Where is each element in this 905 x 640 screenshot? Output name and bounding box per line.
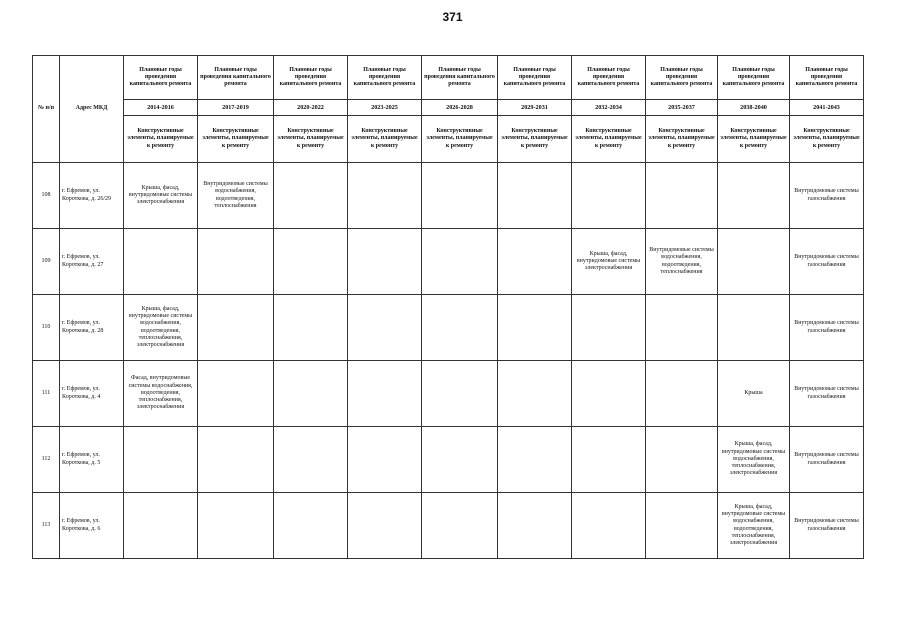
repair-elements-cell: Внутридомовые системы газоснабжения <box>790 229 864 295</box>
period-title: Плановые годы проведения капитального ремонта <box>124 56 198 100</box>
period-years: 2035-2037 <box>646 100 718 116</box>
repair-elements-cell <box>348 427 422 493</box>
row-number: 111 <box>33 361 60 427</box>
table-row <box>33 295 864 361</box>
row-address: г. Ефремов, ул. Короткова, д. 27 <box>60 229 124 295</box>
repair-elements-cell <box>422 163 498 229</box>
repair-elements-cell <box>198 361 274 427</box>
repair-elements-cell <box>124 229 198 295</box>
repair-elements-cell <box>572 427 646 493</box>
period-title: Плановые годы проведения капитального ремонта <box>274 56 348 100</box>
repair-elements-cell <box>348 229 422 295</box>
repair-elements-cell <box>422 295 498 361</box>
table-row <box>33 493 864 559</box>
period-title: Плановые годы проведения капитального ремонта <box>790 56 864 100</box>
period-years: 2029-2031 <box>498 100 572 116</box>
repair-elements-cell <box>274 163 348 229</box>
repair-elements-cell <box>274 295 348 361</box>
repair-elements-cell: Внутридомовые системы водоснабжения, водоотведения, теплоснабжения <box>646 229 718 295</box>
repair-elements-cell <box>274 361 348 427</box>
repair-elements-cell <box>572 493 646 559</box>
address-column-header: Адрес МКД <box>60 56 124 163</box>
repair-elements-cell: Крыша, фасад, внутридомовые системы водоснабжения, теплоснабжения, электроснабжения <box>718 427 790 493</box>
repair-elements-cell <box>498 229 572 295</box>
period-years: 2041-2043 <box>790 100 864 116</box>
repair-elements-cell <box>348 493 422 559</box>
page-number: 371 <box>442 10 463 24</box>
repair-elements-cell <box>498 493 572 559</box>
header-row-elements <box>33 116 864 163</box>
period-years: 2026-2028 <box>422 100 498 116</box>
repair-elements-cell <box>422 493 498 559</box>
header-row-titles <box>33 56 864 100</box>
period-title: Плановые годы проведения капитального ремонта <box>498 56 572 100</box>
repair-elements-cell <box>718 229 790 295</box>
row-address: г. Ефремов, ул. Короткова, д. 26/29 <box>60 163 124 229</box>
repair-elements-cell: Фасад, внутридомовые системы водоснабжения, водоотведения, теплоснабжения, электроснабжения <box>124 361 198 427</box>
capital-repair-plan-table <box>32 55 864 559</box>
repair-elements-cell: Внутридомовые системы газоснабжения <box>790 493 864 559</box>
row-number: 110 <box>33 295 60 361</box>
repair-elements-cell <box>498 295 572 361</box>
row-number: 113 <box>33 493 60 559</box>
period-title: Плановые годы проведения капитального ремонта <box>646 56 718 100</box>
repair-elements-cell <box>498 163 572 229</box>
repair-elements-cell <box>124 493 198 559</box>
repair-elements-cell: Внутридомовые системы газоснабжения <box>790 295 864 361</box>
repair-elements-cell <box>274 493 348 559</box>
elements-label: Конструктивные элементы, планируемые к ремонту <box>198 116 274 163</box>
row-number: 109 <box>33 229 60 295</box>
repair-elements-cell <box>198 295 274 361</box>
table-row <box>33 427 864 493</box>
period-title: Плановые годы проведения капитального ремонта <box>198 56 274 100</box>
repair-elements-cell <box>348 361 422 427</box>
repair-elements-cell: Внутридомовые системы газоснабжения <box>790 361 864 427</box>
repair-elements-cell <box>572 295 646 361</box>
repair-elements-cell: Крыша, фасад, внутридомовые системы электроснабжения <box>124 163 198 229</box>
elements-label: Конструктивные элементы, планируемые к ремонту <box>718 116 790 163</box>
repair-elements-cell: Внутридомовые системы газоснабжения <box>790 163 864 229</box>
repair-elements-cell <box>498 361 572 427</box>
period-years: 2020-2022 <box>274 100 348 116</box>
elements-label: Конструктивные элементы, планируемые к ремонту <box>274 116 348 163</box>
period-title: Плановые годы проведения капитального ремонта <box>348 56 422 100</box>
repair-elements-cell <box>348 163 422 229</box>
repair-elements-cell <box>124 427 198 493</box>
repair-elements-cell <box>646 295 718 361</box>
row-number: 112 <box>33 427 60 493</box>
period-years: 2038-2040 <box>718 100 790 116</box>
repair-elements-cell: Крыша, фасад, внутридомовые системы электроснабжения <box>572 229 646 295</box>
period-years: 2023-2025 <box>348 100 422 116</box>
period-years: 2014-2016 <box>124 100 198 116</box>
repair-elements-cell <box>718 163 790 229</box>
repair-elements-cell <box>646 493 718 559</box>
period-years: 2017-2019 <box>198 100 274 116</box>
repair-elements-cell <box>348 295 422 361</box>
elements-label: Конструктивные элементы, планируемые к ремонту <box>790 116 864 163</box>
row-number: 108 <box>33 163 60 229</box>
repair-elements-cell <box>198 493 274 559</box>
elements-label: Конструктивные элементы, планируемые к ремонту <box>124 116 198 163</box>
repair-elements-cell <box>646 163 718 229</box>
elements-label: Конструктивные элементы, планируемые к ремонту <box>348 116 422 163</box>
table-row <box>33 229 864 295</box>
table-row <box>33 361 864 427</box>
repair-elements-cell <box>422 427 498 493</box>
table-row <box>33 163 864 229</box>
repair-elements-cell: Внутридомовые системы водоснабжения, водоотведения, теплоснабжения <box>198 163 274 229</box>
repair-elements-cell <box>572 361 646 427</box>
row-address: г. Ефремов, ул. Короткова, д. 28 <box>60 295 124 361</box>
elements-label: Конструктивные элементы, планируемые к ремонту <box>422 116 498 163</box>
repair-elements-cell <box>198 229 274 295</box>
repair-elements-cell <box>274 229 348 295</box>
period-years: 2032-2034 <box>572 100 646 116</box>
table-body <box>33 163 864 559</box>
repair-elements-cell <box>274 427 348 493</box>
period-title: Плановые годы проведения капитального ремонта <box>422 56 498 100</box>
repair-elements-cell: Крыша <box>718 361 790 427</box>
period-title: Плановые годы проведения капитального ремонта <box>572 56 646 100</box>
row-address: г. Ефремов, ул. Короткова, д. 5 <box>60 427 124 493</box>
repair-elements-cell <box>422 229 498 295</box>
repair-elements-cell: Крыша, фасад, внутридомовые системы водоснабжения, водоотведения, теплоснабжения, электроснабжения <box>124 295 198 361</box>
period-title: Плановые годы проведения капитального ремонта <box>718 56 790 100</box>
num-column-header: № п/п <box>33 56 60 163</box>
elements-label: Конструктивные элементы, планируемые к ремонту <box>572 116 646 163</box>
repair-elements-cell <box>422 361 498 427</box>
elements-label: Конструктивные элементы, планируемые к ремонту <box>646 116 718 163</box>
row-address: г. Ефремов, ул. Короткова, д. 4 <box>60 361 124 427</box>
repair-elements-cell <box>718 295 790 361</box>
repair-elements-cell <box>646 427 718 493</box>
repair-elements-cell <box>498 427 572 493</box>
header-row-periods <box>33 100 864 116</box>
row-address: г. Ефремов, ул. Короткова, д. 6 <box>60 493 124 559</box>
repair-elements-cell: Внутридомовые системы газоснабжения <box>790 427 864 493</box>
repair-elements-cell <box>198 427 274 493</box>
elements-label: Конструктивные элементы, планируемые к ремонту <box>498 116 572 163</box>
repair-elements-cell: Крыша, фасад, внутридомовые системы водоснабжения, водоотведения, теплоснабжения, электроснабжения <box>718 493 790 559</box>
repair-elements-cell <box>572 163 646 229</box>
repair-elements-cell <box>646 361 718 427</box>
